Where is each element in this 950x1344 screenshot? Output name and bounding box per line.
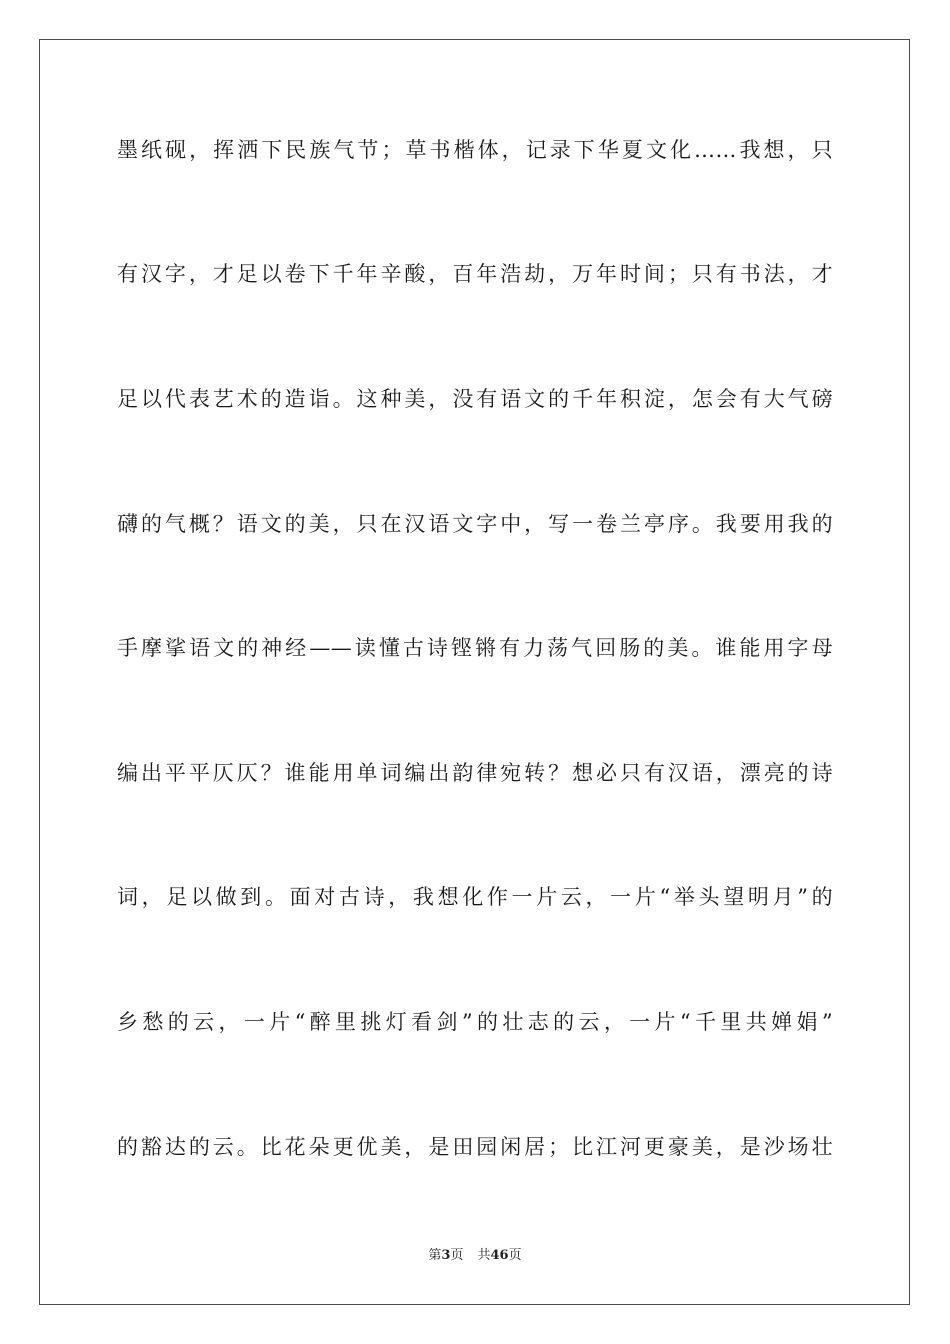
total-prefix: 共	[477, 1248, 491, 1263]
page-prefix: 第	[428, 1248, 442, 1263]
paragraph-line: 乡愁的云，一片“醉里挑灯看剑”的壮志的云，一片“千里共婵娟”	[117, 1010, 833, 1034]
page-suffix: 页	[450, 1248, 464, 1263]
paragraph-line: 有汉字，才足以卷下千年辛酸，百年浩劫，万年时间；只有书法，才	[117, 262, 833, 286]
paragraph-line: 礴的气概？语文的美，只在汉语文字中，写一卷兰亭序。我要用我的	[117, 512, 833, 536]
paragraph-line: 词，足以做到。面对古诗，我想化作一片云，一片“举头望明月”的	[117, 885, 833, 909]
paragraph-line: 墨纸砚，挥洒下民族气节；草书楷体，记录下华夏文化……我想，只	[117, 138, 833, 162]
total-suffix: 页	[508, 1248, 522, 1263]
paragraph-line: 手摩挲语文的神经——读懂古诗铿锵有力荡气回肠的美。谁能用字母	[117, 636, 833, 660]
paragraph-line: 编出平平仄仄？谁能用单词编出韵律宛转？想必只有汉语，漂亮的诗	[117, 761, 833, 785]
paragraph-line: 的豁达的云。比花朵更优美，是田园闲居；比江河更豪美，是沙场壮	[117, 1135, 833, 1159]
page-number: 3	[441, 1248, 451, 1263]
page-footer	[0, 1247, 950, 1265]
paragraph-line: 足以代表艺术的造诣。这种美，没有语文的千年积淀，怎会有大气磅	[117, 387, 833, 411]
page-border	[39, 39, 910, 1305]
total-pages: 46	[490, 1248, 509, 1263]
